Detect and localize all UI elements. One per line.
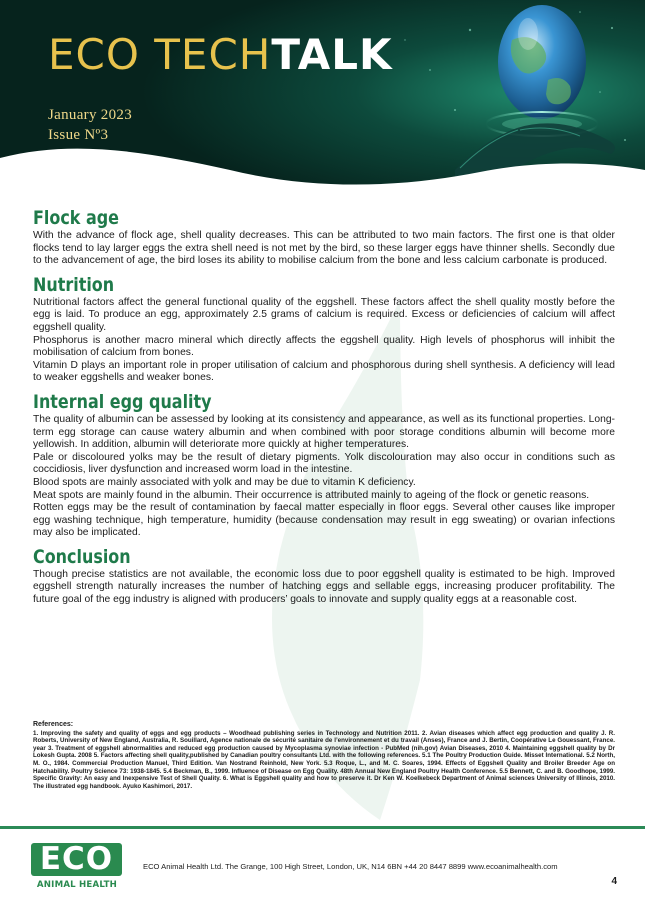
section-flock-age — [33, 205, 615, 268]
footer-divider — [0, 826, 645, 829]
eco-animal-health-logo — [29, 843, 125, 892]
issue-date: January 2023 — [48, 107, 132, 123]
logo-word: ECO — [31, 843, 122, 876]
section-nutrition — [33, 272, 615, 385]
section-heading: Conclusion — [33, 545, 131, 568]
logo-subtitle: ANIMAL HEALTH — [36, 880, 118, 890]
title-eco-tech: ECO TECH — [48, 30, 272, 79]
page-number: 4 — [611, 876, 617, 887]
paragraph: Rotten eggs may be the result of contamination by faecal matter especially in floor eggs. Several other causes like improper egg washing technique, high temperature, humidity (because condensation may result in egg sweating) or ovarian infections may also be implicated. — [33, 502, 615, 539]
paragraph: Vitamin D plays an important role in proper utilisation of calcium and phosphorous during shell synthesis. A deficiency will lead to weaker eggshells and weaker bones. — [33, 359, 615, 384]
paragraph: With the advance of flock age, shell quality decreases. This can be attributed to two main factors. The first one is that older flocks tend to lay larger eggs the extra shell need is not met by the bird, so these larger eggs have thinner shells. Secondly due to the advancement of age, the bird loses its ability to mobilise calcium from the bone and less calcium carbonate is produced. — [33, 230, 615, 267]
company-address: ECO Animal Health Ltd. The Grange, 100 High Street, London, UK, N14 6BN +44 20 8447 8899 www.ecoanimalhealth.com — [143, 862, 558, 871]
paragraph: The quality of albumin can be assessed by looking at its consistency and appearance, as well as its functional properties. Long-term egg storage can cause watery albumin and when combined with poor storage conditions albumin will become more yellowish. In addition, albumin will deteriorate more quickly at higher temperatures. — [33, 413, 615, 451]
paragraph: Pale or discoloured yolks may be the result of dietary pigments. Yolk discolouration may also occur in conditions such as coccidiosis, liver dysfunction and increased worm load in the intestine. — [33, 451, 615, 476]
issue-number: Issue Nº3 — [48, 127, 109, 143]
globe-egg-icon — [498, 5, 586, 119]
header-banner — [0, 0, 645, 205]
paragraph: Nutritional factors affect the general functional quality of the eggshell. These factors affect the shell quality mostly before the egg is laid. To produce an egg, approximately 2.5 grams of calcium is required. Excess or deficiencies of calcium will affect eggshell quality. — [33, 296, 615, 333]
section-conclusion — [33, 544, 615, 607]
paragraph: Meat spots are mainly found in the albumin. Their occurrence is attributed mainly to ageing of the flock or genetic reasons. — [33, 489, 590, 501]
paragraph: Blood spots are mainly associated with yolk and may be due to vitamin K deficiency. — [33, 476, 416, 488]
paragraph: Though precise statistics are not available, the economic loss due to poor eggshell quality is estimated to be high. Improved eggshell strength naturally increases the number of hatching eggs and sellable eggs, increasing producer profitability. The future goal of the egg industry is aligned with producers’ goals to innovate and supply quality eggs at a reasonable cost. — [33, 568, 615, 606]
title-talk: TALK — [271, 30, 393, 79]
section-heading: Nutrition — [33, 273, 115, 296]
references — [33, 721, 615, 790]
references-text: 1. Improving the safety and quality of eggs and egg products – Woodhead publishing series in Technology and Nutrition 2011. 2. Avian diseases which affect egg production and quality J. R. Roberts, University of New England, Australia, R. Souillard, Agence nationale de sécurité sanitaire de l’environnement et du travail (Anses), France and J. Bertin, Coopérative Le Gouessant, France. year 3. Treatment of eggshell abnormalities and reduced egg production caused by Mycoplasma synoviae infection - PubMed (nih.gov) Avian Diseases, 2010 4. Maintaining eggshell quality by Dr Lokesh Gupta. 2008 5. Factors affecting shell quality,published by Canadian poultry consultants Ltd. with the following references. 5.1 The Poultry Production Guide. Misset International. 5.2 North, M. O., 1984. Commercial Production Manuel, Third Edition. Van Nostrand Reinhold, New York. 5.3 Roque, L., and M. C. Soares, 1994. Effects of Eggshell Quality and Broiler Breeder Age on Hatchability. Poultry Science 73: 1938-1845. 5.4 Beckman, B., 1999. Influence of Disease on Egg Quality. 48th Annual New England Poultry Health Conference. 5.5 Bennett, C. and B. Goodhope, 1999. Specific Gravity: An easy and Inexpensive Test of Shell Quality. 6. What is Eggshell quality and how to preserve it. Dr Ken W. Koelkebeck Department of Animal sciences University of Illinois, 2010. The illustrated egg handbook. Ayuko Kashimori, 2017. — [33, 729, 615, 790]
article-body — [33, 205, 615, 607]
newsletter-title — [48, 30, 393, 79]
section-internal-egg-quality — [33, 389, 615, 540]
section-heading: Internal egg quality — [33, 390, 212, 413]
paragraph: Phosphorus is another macro mineral which directly affects the eggshell quality. High levels of phosphorus will inhibit the mobilisation of calcium from bones. — [33, 334, 615, 359]
references-title: References: — [33, 721, 74, 728]
section-heading: Flock age — [33, 207, 119, 229]
